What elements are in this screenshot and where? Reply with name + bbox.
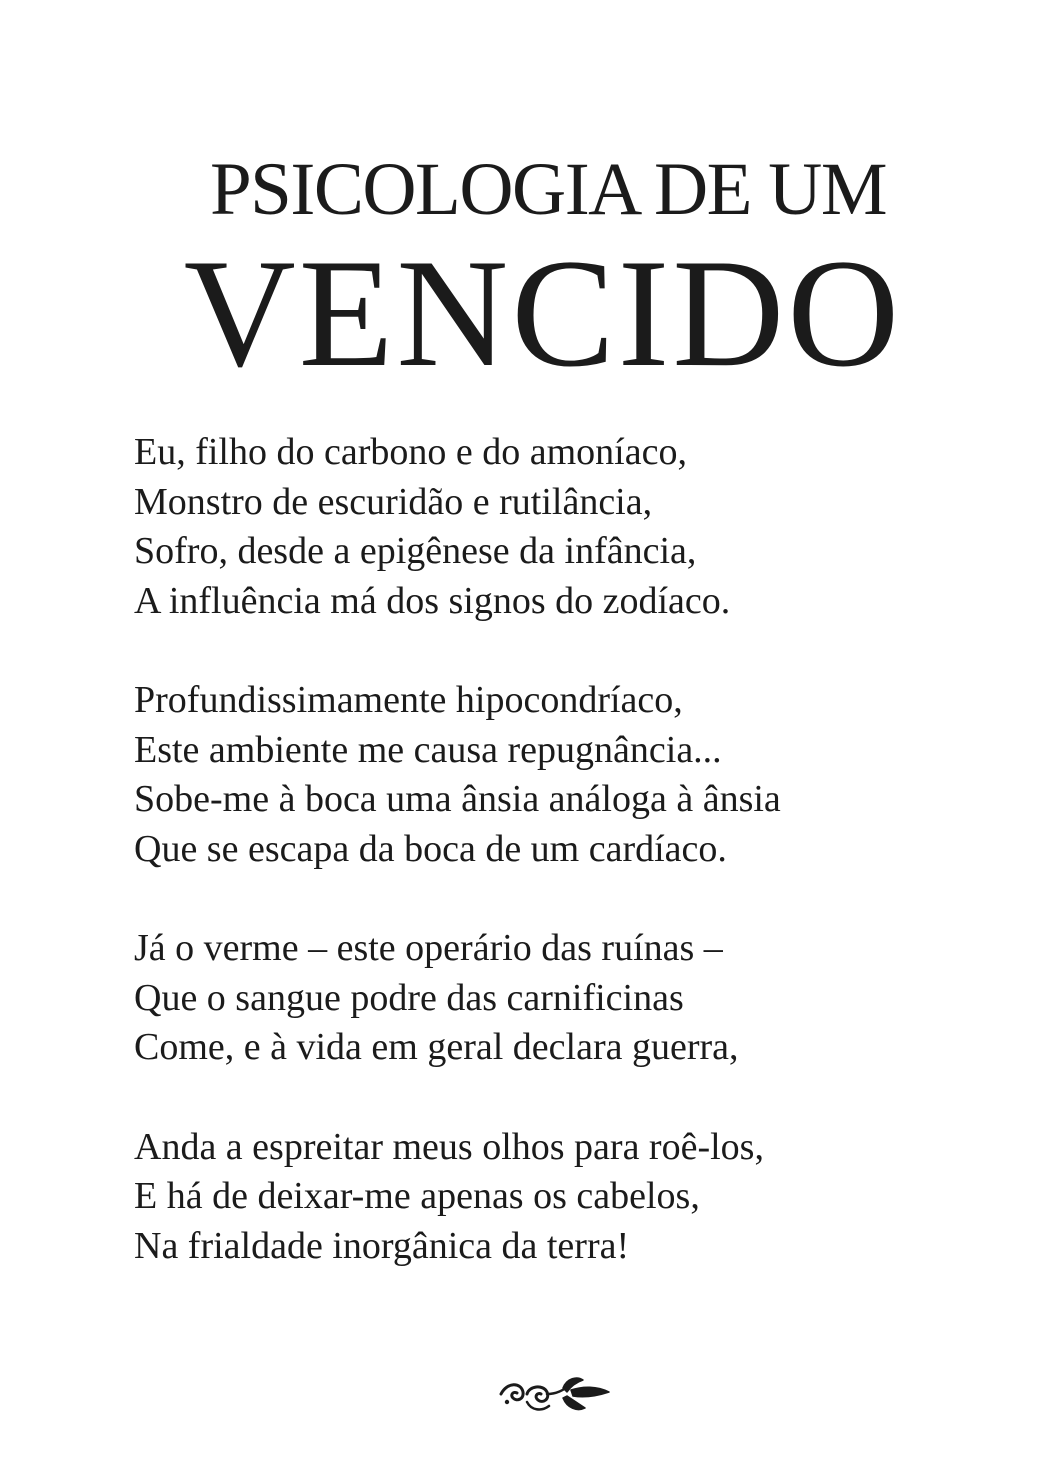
stanza-4 xyxy=(134,1123,1014,1272)
verse: Já o verme – este operário das ruínas – xyxy=(134,927,723,969)
verse: E há de deixar-me apenas os cabelos, xyxy=(134,1175,700,1217)
stanza-3 xyxy=(134,924,1014,1073)
flourish-ornament-icon xyxy=(497,1372,613,1416)
verse: Na frialdade inorgânica da terra! xyxy=(134,1224,630,1267)
stanza-2 xyxy=(134,676,1014,874)
verse: Profundissimamente hipocondríaco, xyxy=(134,679,683,721)
verse: Este ambiente me causa repugnância... xyxy=(134,728,722,771)
stanza-1 xyxy=(134,428,1014,626)
verse: Eu, filho do carbono e do amoníaco, xyxy=(134,431,687,473)
title-line-2: VENCIDO xyxy=(183,227,903,399)
verse: Sobe-me à boca uma ânsia análoga à ânsia xyxy=(134,778,781,820)
title-line-1: PSICOLOGIA DE UM xyxy=(209,148,887,231)
poem-title xyxy=(0,148,1060,399)
verse: Que o sangue podre das carnificinas xyxy=(134,976,684,1019)
verse: A influência má dos signos do zodíaco. xyxy=(134,579,731,622)
verse: Come, e à vida em geral declara guerra, xyxy=(134,1026,739,1068)
verse: Que se escapa da boca de um cardíaco. xyxy=(134,827,727,870)
verse: Sofro, desde a epigênese da infância, xyxy=(134,530,697,572)
poem-body xyxy=(134,428,1014,1321)
verse: Monstro de escuridão e rutilância, xyxy=(134,480,653,523)
verse: Anda a espreitar meus olhos para roê-los, xyxy=(134,1125,764,1168)
